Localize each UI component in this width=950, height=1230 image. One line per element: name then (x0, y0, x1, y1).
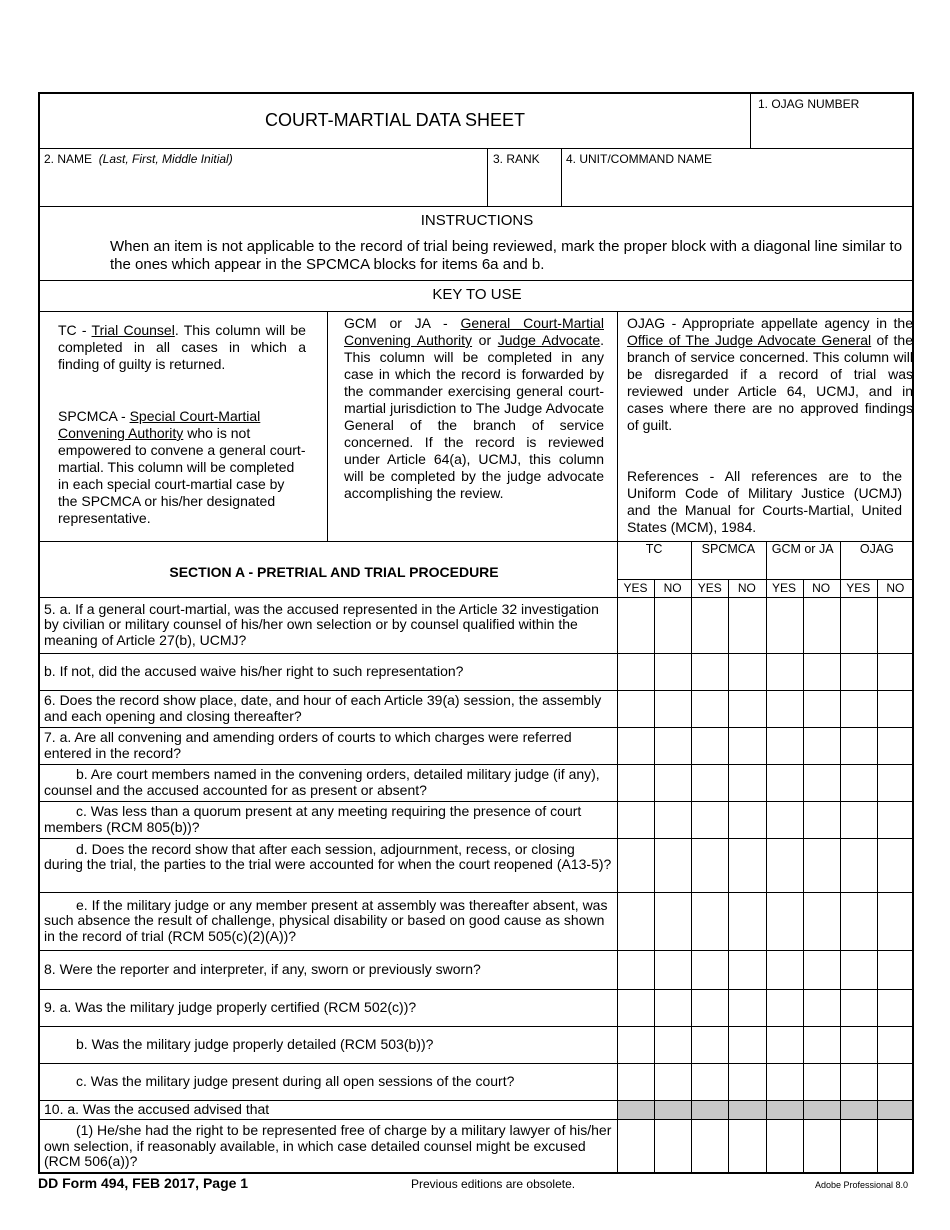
q7-no-box[interactable] (804, 839, 839, 891)
column-header-spcmca: SPCMCA (701, 542, 756, 556)
q4-yes-box[interactable] (841, 728, 876, 763)
q5-yes-box[interactable] (767, 765, 802, 800)
q10-yes-box[interactable] (692, 990, 727, 1025)
divider (40, 1119, 912, 1120)
q12-yes-box[interactable] (618, 1064, 653, 1099)
q4-no-box[interactable] (729, 728, 764, 763)
no-label: NO (886, 581, 905, 595)
q10-no-box[interactable] (729, 990, 764, 1025)
q11-yes-box[interactable] (841, 1027, 876, 1062)
divider (877, 1100, 878, 1119)
q8-no-box[interactable] (655, 893, 690, 949)
q3-no-box[interactable] (729, 691, 764, 726)
rank-field[interactable] (488, 166, 560, 204)
no-label: NO (663, 581, 682, 595)
q10-no-box[interactable] (655, 990, 690, 1025)
q5-no-box[interactable] (878, 765, 913, 800)
q14-yes-box[interactable] (618, 1120, 653, 1173)
q5-yes-box[interactable] (841, 765, 876, 800)
question-9: 8. Were the reporter and interpreter, if any, sworn or previously sworn? (44, 960, 481, 977)
q6-no-box[interactable] (655, 802, 690, 837)
q14-no-box[interactable] (878, 1120, 913, 1173)
key-ojag: OJAG - Appropriate appellate agency in the Office of The Judge Advocate General of the branch of service concerned. This column will be disregarded if a record of trial was reviewed under Article 64, UCMJ, and in cases where there are no approved findings of guilt. (627, 315, 914, 433)
form-id: DD Form 494, FEB 2017, Page 1 (38, 1175, 249, 1191)
q6-no-box[interactable] (878, 802, 913, 837)
instructions-text: When an item is not applicable to the record of trial being reviewed, mark the proper block with a diagonal line similar to the ones which appear in the SPCMCA blocks for items 6a and b. (110, 238, 903, 273)
key-tc: TC - Trial Counsel. This column will be completed in all cases in which a finding of guilty is returned. (58, 322, 306, 372)
divider (617, 579, 912, 580)
q9-yes-box[interactable] (692, 951, 727, 988)
q11-yes-box[interactable] (692, 1027, 727, 1062)
q9-no-box[interactable] (729, 951, 764, 988)
q10-no-box[interactable] (878, 990, 913, 1025)
q7-no-box[interactable] (878, 839, 913, 891)
q1-yes-box[interactable] (692, 598, 727, 652)
divider (40, 148, 912, 149)
q11-no-box[interactable] (804, 1027, 839, 1062)
q7-no-box[interactable] (655, 839, 690, 891)
q1-yes-box[interactable] (841, 598, 876, 652)
question-4: 7. a. Are all convening and amending orders of courts to which charges were referred entered in the record? (44, 729, 572, 761)
ojag-number-field[interactable] (751, 112, 914, 146)
q10-yes-box[interactable] (841, 990, 876, 1025)
q7-yes-box[interactable] (841, 839, 876, 891)
q1-no-box[interactable] (878, 598, 913, 652)
q4-no-box[interactable] (804, 728, 839, 763)
q3-yes-box[interactable] (767, 691, 802, 726)
q12-no-box[interactable] (729, 1064, 764, 1099)
q6-yes-box[interactable] (767, 802, 802, 837)
question-2: b. If not, did the accused waive his/her right to such representation? (44, 662, 464, 679)
q3-yes-box[interactable] (692, 691, 727, 726)
q2-no-box[interactable] (729, 654, 764, 689)
question-11: b. Was the military judge properly detailed (RCM 503(b))? (76, 1035, 434, 1052)
q1-yes-box[interactable] (767, 598, 802, 652)
q7-yes-box[interactable] (692, 839, 727, 891)
q2-yes-box[interactable] (767, 654, 802, 689)
yes-label: YES (623, 581, 648, 595)
q10-yes-box[interactable] (618, 990, 653, 1025)
unit-label: 4. UNIT/COMMAND NAME (566, 152, 713, 166)
q14-no-box[interactable] (729, 1120, 764, 1173)
divider (40, 280, 912, 281)
q10-yes-box[interactable] (767, 990, 802, 1025)
yes-label: YES (771, 581, 796, 595)
q2-no-box[interactable] (804, 654, 839, 689)
question-13: 10. a. Was the accused advised that (44, 1101, 270, 1117)
q10-no-box[interactable] (804, 990, 839, 1025)
obsolete-note: Previous editions are obsolete. (411, 1177, 576, 1191)
column-header-tc: TC (645, 542, 663, 556)
q2-yes-box[interactable] (692, 654, 727, 689)
q1-no-box[interactable] (729, 598, 764, 652)
name-field[interactable] (40, 166, 486, 204)
divider (327, 311, 328, 541)
name-label: 2. NAME (Last, First, Middle Initial) (44, 152, 233, 166)
q2-yes-box[interactable] (618, 654, 653, 689)
q6-no-box[interactable] (804, 802, 839, 837)
q11-no-box[interactable] (878, 1027, 913, 1062)
divider (766, 1100, 767, 1119)
q11-no-box[interactable] (729, 1027, 764, 1062)
q1-no-box[interactable] (804, 598, 839, 652)
q7-yes-box[interactable] (767, 839, 802, 891)
q9-yes-box[interactable] (767, 951, 802, 988)
question-14: (1) He/she had the right to be represented free of charge by a military lawyer of his/her own selection, if reasonably available, in which case detailed counsel might be excused (RCM 506(a))? (44, 1122, 612, 1170)
q4-yes-box[interactable] (692, 728, 727, 763)
question-1: 5. a. If a general court-martial, was the accused represented in the Article 32 investigation by civilian or military counsel of his/her own selection or by counsel qualified within the meaning of Article 27(b), UCMJ? (44, 600, 599, 648)
q1-no-box[interactable] (655, 598, 690, 652)
q8-no-box[interactable] (804, 893, 839, 949)
q1-yes-box[interactable] (618, 598, 653, 652)
q2-yes-box[interactable] (841, 654, 876, 689)
q5-yes-box[interactable] (692, 765, 727, 800)
software-note: Adobe Professional 8.0 (815, 1180, 909, 1190)
q6-no-box[interactable] (729, 802, 764, 837)
divider (654, 1100, 655, 1119)
q3-yes-box[interactable] (841, 691, 876, 726)
q4-yes-box[interactable] (767, 728, 802, 763)
q4-no-box[interactable] (655, 728, 690, 763)
q4-no-box[interactable] (878, 728, 913, 763)
key-gcm-ja: GCM or JA - General Court-Martial Convening Authority or Judge Advocate. This column will be completed in any case in which the record is forwarded by the commander exercising general court-martial jurisdiction to The Judge Advocate General of the branch of service concerned. If the record is reviewed under Article 64(a), UCMJ, this column will be completed by the judge advocate accomplishing the review. (344, 315, 605, 501)
shaded-row (617, 1101, 912, 1119)
q14-no-box[interactable] (804, 1120, 839, 1173)
q8-yes-box[interactable] (841, 893, 876, 949)
q5-no-box[interactable] (729, 765, 764, 800)
q8-yes-box[interactable] (692, 893, 727, 949)
q9-yes-box[interactable] (618, 951, 653, 988)
q11-yes-box[interactable] (767, 1027, 802, 1062)
q7-yes-box[interactable] (618, 839, 653, 891)
column-header-gcm-or-ja: GCM or JA (771, 542, 834, 556)
no-label: NO (812, 581, 831, 595)
q9-no-box[interactable] (655, 951, 690, 988)
divider (728, 1100, 729, 1119)
yes-label: YES (846, 581, 871, 595)
q9-no-box[interactable] (878, 951, 913, 988)
q5-yes-box[interactable] (618, 765, 653, 800)
section-a-title: SECTION A - PRETRIAL AND TRIAL PROCEDURE (169, 564, 499, 580)
ojag-number-label: 1. OJAG NUMBER (758, 97, 860, 111)
question-5: b. Are court members named in the convening orders, detailed military judge (if any), counsel and the accused accounted for as present or absent? (44, 766, 600, 798)
question-3: 6. Does the record show place, date, and hour of each Article 39(a) session, the assembly and each opening and closing thereafter? (44, 692, 602, 724)
q9-no-box[interactable] (804, 951, 839, 988)
q6-yes-box[interactable] (692, 802, 727, 837)
key-references: References - All references are to the Uniform Code of Military Justice (UCMJ) and the Manual for Courts-Martial, United States (MCM), 1984. (627, 468, 902, 535)
divider (803, 1100, 804, 1119)
key-spcmca: SPCMCA - Special Court-Martial Convening Authority who is not empowered to convene a general court-martial. This column will be completed in each special court-martial case by the SPCMCA or his/her designated representative. (58, 408, 306, 526)
form-title: COURT-MARTIAL DATA SHEET (264, 110, 526, 130)
q8-yes-box[interactable] (618, 893, 653, 949)
q5-no-box[interactable] (655, 765, 690, 800)
q12-no-box[interactable] (655, 1064, 690, 1099)
q12-yes-box[interactable] (692, 1064, 727, 1099)
q3-yes-box[interactable] (618, 691, 653, 726)
court-martial-data-sheet-form (38, 92, 914, 1174)
column-header-ojag: OJAG (859, 542, 894, 556)
instructions-heading: INSTRUCTIONS (420, 212, 534, 229)
q14-no-box[interactable] (655, 1120, 690, 1173)
q3-no-box[interactable] (655, 691, 690, 726)
divider (40, 206, 912, 207)
q4-yes-box[interactable] (618, 728, 653, 763)
no-label: NO (737, 581, 756, 595)
unit-field[interactable] (562, 166, 914, 204)
q14-yes-box[interactable] (767, 1120, 802, 1173)
q7-no-box[interactable] (729, 839, 764, 891)
q12-no-box[interactable] (804, 1064, 839, 1099)
q5-no-box[interactable] (804, 765, 839, 800)
q11-no-box[interactable] (655, 1027, 690, 1062)
q12-yes-box[interactable] (841, 1064, 876, 1099)
divider (691, 1100, 692, 1119)
q14-yes-box[interactable] (841, 1120, 876, 1173)
q2-no-box[interactable] (655, 654, 690, 689)
q3-no-box[interactable] (804, 691, 839, 726)
q12-no-box[interactable] (878, 1064, 913, 1099)
q8-no-box[interactable] (878, 893, 913, 949)
q2-no-box[interactable] (878, 654, 913, 689)
question-10: 9. a. Was the military judge properly certified (RCM 502(c))? (44, 998, 417, 1015)
yes-label: YES (697, 581, 722, 595)
question-8: e. If the military judge or any member present at assembly was thereafter absent, was such absence the result of challenge, physical disability or based on good cause as shown in the record of trial (RCM 505(c)(2)(A))? (44, 896, 608, 944)
question-7: d. Does the record show that after each session, adjournment, recess, or closing during the trial, the parties to the trial were accounted for when the court reopened (A13-5)? (44, 840, 612, 873)
divider (40, 311, 912, 312)
rank-label: 3. RANK (493, 152, 540, 166)
q6-yes-box[interactable] (618, 802, 653, 837)
divider (840, 1100, 841, 1119)
q12-yes-box[interactable] (767, 1064, 802, 1099)
q3-no-box[interactable] (878, 691, 913, 726)
q9-yes-box[interactable] (841, 951, 876, 988)
divider (617, 1100, 618, 1119)
question-12: c. Was the military judge present during all open sessions of the court? (76, 1072, 515, 1089)
q6-yes-box[interactable] (841, 802, 876, 837)
q14-yes-box[interactable] (692, 1120, 727, 1173)
key-heading: KEY TO USE (432, 286, 522, 303)
q8-yes-box[interactable] (767, 893, 802, 949)
q8-no-box[interactable] (729, 893, 764, 949)
question-6: c. Was less than a quorum present at any meeting requiring the presence of court members (RCM 805(b))? (44, 803, 582, 835)
q11-yes-box[interactable] (618, 1027, 653, 1062)
divider (617, 311, 618, 541)
